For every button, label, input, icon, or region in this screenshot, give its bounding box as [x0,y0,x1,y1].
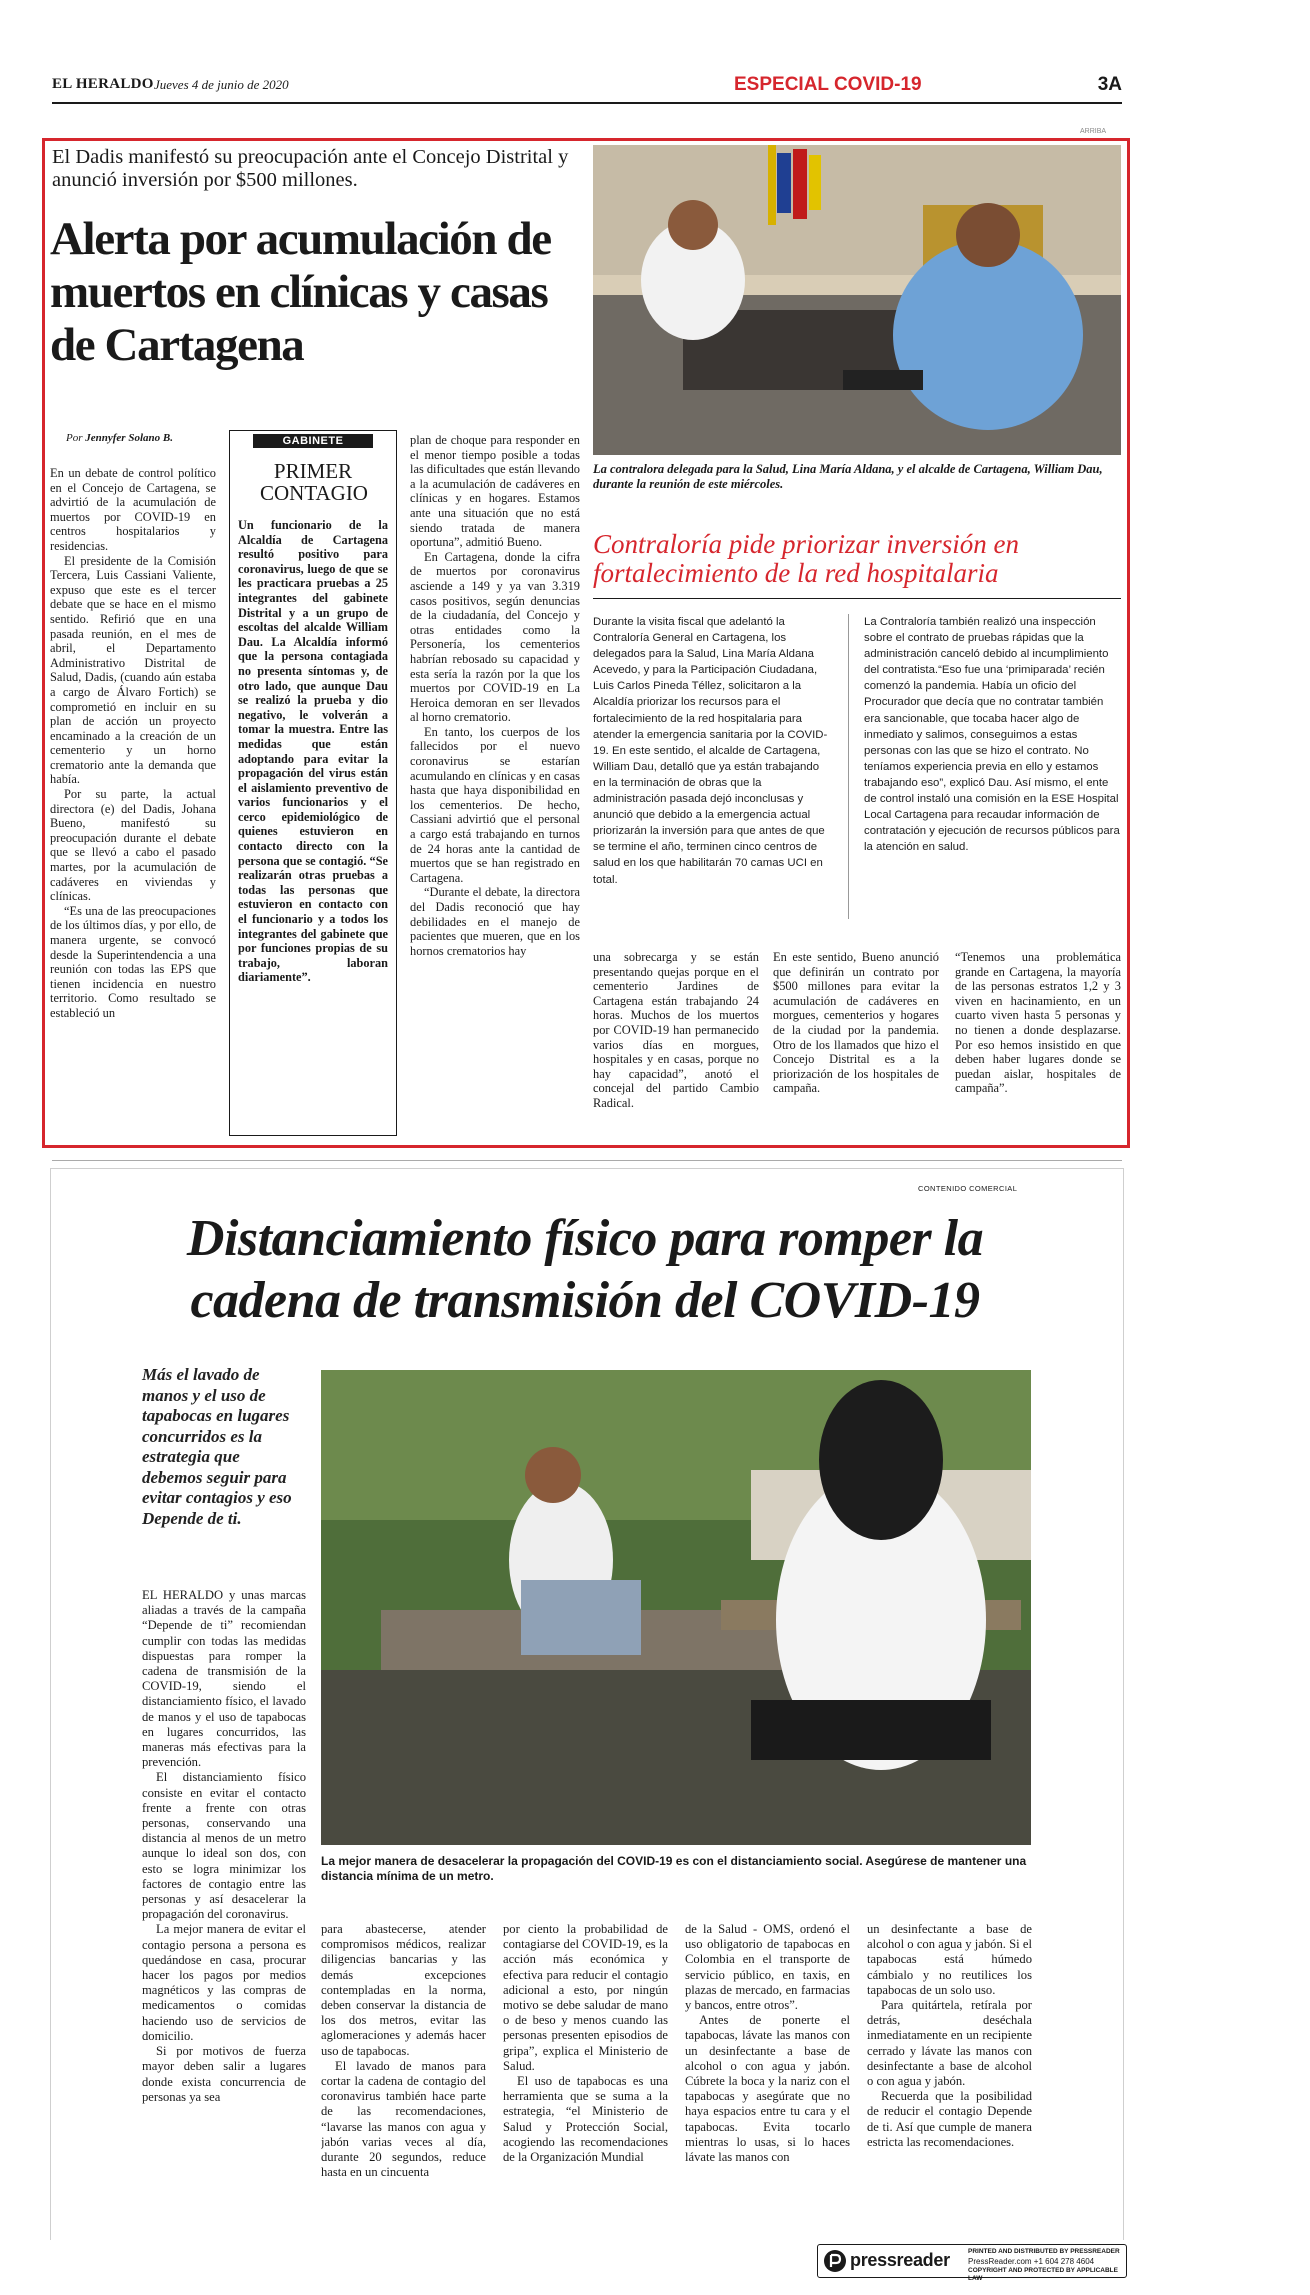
sidebar-title: PRIMER CONTAGIO [260,459,368,505]
commercial-column-5 [867,1922,1032,2236]
photo-caption: La mejor manera de desacelerar la propagación del COVID-19 es con el distanciamiento social. Asegúrese de mantener una distancia mínima de un metro. [321,1854,1027,1883]
article-column-1 [50,466,216,1136]
paragraph: En un debate de control político en el Concejo de Cartagena, se advirtió de la acumulación de muertos por COVID-19 en centros hospitalarios y residencias. [50,466,216,553]
commercial-column-2 [321,1922,486,2236]
sub-headline-rule [593,598,1121,599]
paragraph: Recuerda que la posibilidad de reducir el contagio Depende de ti. Así que cumple de manera estricta las recomendaciones. [867,2089,1032,2149]
pressreader-logo-icon [824,2250,846,2272]
article-column-5: En este sentido, Bueno anunció que definirán un contrato por $500 millones para evitar la acumulación de cadáveres en morgues, cementerios y hogares de la ciudad por la pandemia. Otro de los llamados que hizo el Concejo Distrital es a la priorización de los hospitales de campaña. [773,950,939,1096]
paragraph: plan de choque para responder en el menor tiempo posible a todas las dificultades que están llevando a la acumulación de cadáveres en clínicas y en hogares. Estamos ante una situación que no está siendo tratada de manera oportuna”, admitió Bueno. [410,433,580,550]
paragraph: Para quitártela, retírala por detrás, deséchala inmediatamente en un recipiente cerrado y lávate las manos con desinfectante a base de alcohol o con agua y jabón. [867,1998,1032,2089]
paragraph: El uso de tapabocas es una herramienta que se suma a la estrategia, “el Ministerio de Salud y Protección Social, acogiendo las recomendaciones de la Organización Mundial [503,2074,668,2165]
paragraph: un desinfectante a base de alcohol o con agua y jabón. Si el tapabocas está húmedo cámbialo y no reutilices los tapabocas de un solo uso. [867,1922,1032,1997]
sidebar-text: Un funcionario de la Alcaldía de Cartagena resultó positivo para coronavirus, luego de que se les practicara pruebas a 25 integrantes del gabinete Distrital y a un grupo de escoltas del alcalde William Dau. La Alcaldía informó que la persona contagiada no presenta síntomas y, de otro lado, que aunque Dau se realizó la prueba y dio negativo, le volverán a tomar la muestra. Entre las medidas que están adoptando para evitar la propagación del virus están el aislamiento preventivo de varios funcionarios y el cerco epidemiológico de quienes estuvieron en contacto directo con la persona que se contagió. “Se realizarán otras pruebas a todas las personas que estuvieron en contacto con el funcionario y a todos los integrantes del gabinete que por funciones propias de su trabajo, laboran diariamente”. [238,518,388,985]
paragraph: por ciento la probabilidad de contagiarse del COVID-19, es la acción más económica y efectiva para reducir el contagio adicional a esto, por ningún motivo se debe saludar de mano o de beso y menos cuando las personas presenten episodios de gripa”, explica el Ministerio de Salud. [503,1922,668,2073]
section-title: ESPECIAL COVID-19 [734,74,922,95]
separator-rule [52,1160,1122,1161]
paragraph: La mejor manera de evitar el contagio persona a persona es quedándose en casa, procurar hacer los pagos por medios magnéticos y las compras de medicamentos o comidas haciendo uso de servicios de domicilio. [142,1922,306,2043]
pressreader-line-3: COPYRIGHT AND PROTECTED BY APPLICABLE LAW [968,2266,1118,2282]
paragraph: para abastecerse, atender compromisos médicos, realizar diligencias bancarias y las demás excepciones contempladas en la norma, deben conservar la distancia de los dos metros, evitar las aglomeraciones y además hacer uso de tapabocas. [321,1922,486,2058]
commercial-column-1 [142,1588,306,2236]
paper-name: EL HERALDO [52,76,154,92]
paragraph: En tanto, los cuerpos de los fallecidos por el nuevo coronavirus se estarían acumulando en clínicas y en casas hasta que haya disponibilidad en los cementerios. De hecho, Cassiani advirtió que el personal a cargo está trabajando en turnos de 24 horas ante la cantidad de muertos que se han registrado en Cartagena. [410,724,580,885]
sub-headline: Contraloría pide priorizar inversión en fortalecimiento de la red hospitalaria [593,529,1020,588]
pressreader-brand: pressreader [850,2250,950,2270]
commercial-tag: CONTENIDO COMERCIAL [918,1184,1018,1193]
commercial-column-4 [685,1922,850,2236]
article-column-3 [410,433,580,1137]
article-headline: Alerta por acumulación de muertos en clínicas y casas de Cartagena [50,213,551,371]
sidebar-box [229,430,397,1136]
paragraph: Por su parte, la actual directora (e) del Dadis, Johana Bueno, manifestó su preocupación durante el debate que se llevó a cabo el pasado martes, por la acumulación de cadáveres en viviendas y clínicas. [50,787,216,904]
photo-caption: La contralora delegada para la Salud, Lina María Aldana, y el alcalde de Cartagena, William Dau, durante la reunión de este miércoles. [593,462,1103,491]
page-number: 3A [1097,74,1122,95]
commercial-intro: Más el lavado de manos y el uso de tapabocas en lugares concurridos es la estrategia que debemos seguir para evitar contagios y eso Depende de ti. [142,1365,292,1528]
commercial-column-3 [503,1922,668,2236]
distancing-photo [321,1370,1031,1845]
paragraph: “Durante el debate, la directora del Dadis reconoció que hay debilidades en el manejo de pacientes que mueren, que en los hornos crematorios hay [410,885,580,958]
meeting-photo [593,145,1121,455]
pressreader-meta [968,2248,1124,2284]
sub-column-2: La Contraloría también realizó una inspección sobre el contrato de pruebas rápidas que la administración canceló debido al incumplimiento del contratista.“Eso fue una ‘primiparada’ recién comenzó la pandemia. Había un oficio del Procurador que decía que no contratar también era sancionable, que tocaba hacer algo de inmediato y salimos, conseguimos a estas personas con las que se hizo el contrato. No teníamos experiencia previa en ello y estamos trabajando eso”, explicó Dau. Así mismo, el ente de control instaló una comisión en la ESE Hospital Local Cartagena para recaudar información de contratación y ejecución de recursos públicos para la atención en salud. [864,616,1120,854]
paragraph: Si por motivos de fuerza mayor deben salir a lugares donde exista concurrencia de personas ya sea [142,2044,306,2104]
pressreader-footer[interactable] [817,2244,1127,2282]
pressreader-line-2: PressReader.com +1 604 278 4604 [968,2256,1095,2266]
paragraph: El distanciamiento físico consiste en evitar el contacto frente a frente con otras personas, conservando una distancia al menos de un metro aunque lo ideal son dos, con esto se logra minimizar los factores de contagio entre las personas y así desacelerar la propagación del coronavirus. [142,1770,306,1922]
byline [66,432,173,444]
byline-prefix: Por [66,432,83,444]
paragraph: En Cartagena, donde la cifra de muertos por coronavirus asciende a 149 y ya van 3.319 casos positivos, según denuncias de la ciudadanía, del Concejo y otras entidades como la Personería, los cementerios habrían rebosado su capacidad y esta sería la razón por la que los muertos por COVID-19 en La Heroica demoran en ser llevados al horno crematorio. [410,549,580,725]
paragraph: EL HERALDO y unas marcas aliadas a través de la campaña “Depende de ti” recomiendan cumplir con todas las medidas dispuestas para romper la cadena de transmisión de la COVID-19, siendo el distanciamiento físico, el lavado de manos y el uso de tapabocas en lugares concurridos, las maneras más efectivas para la prevención. [142,1588,306,1770]
corner-tag: ARRIBA [1080,128,1107,135]
header-rule [52,102,1122,104]
paragraph: “Es una de las preocupaciones de los últimos días, y por ello, de manera urgente, se convocó desde la Superintendencia a una reunión con todas las EPS que tienen incidencia en nuestro territorio. Como resultado se estableció un [50,903,216,1020]
paragraph: Antes de ponerte el tapabocas, lávate las manos con un desinfectante a base de alcohol o con agua y jabón. Cúbrete la boca y la nariz con el tapabocas y asegúrate que no haya espacios entre tu cara y el tapabocas. Evita tocarlo mientras lo usas, si lo haces lávate las manos con [685,2013,850,2165]
byline-name: Jennyfer Solano B. [85,432,173,444]
paragraph: El lavado de manos para cortar la cadena de contagio del coronavirus también hace parte de las recomendaciones, “lavarse las manos con agua y jabón varias veces al día, durante 20 segundos, reduce hasta en un cincuenta [321,2058,486,2180]
issue-date: Jueves 4 de junio de 2020 [154,77,289,92]
page-header [52,74,1122,100]
article-column-4: una sobrecarga y se están presentando quejas porque en el cementerio Jardines de Cartagena están trabajando 24 horas. Muchos de los muertos por COVID-19 han permanecido varios días en morgues, hospitales y en casas, porque no hay capacidad”, anotó el concejal del partido Cambio Radical. [593,950,759,1110]
article-kicker: El Dadis manifestó su preocupación ante el Concejo Distrital y anunció inversión por $500 millones. [52,146,569,191]
paragraph: El presidente de la Comisión Tercera, Luis Cassiani Valiente, expuso que este es el tercer debate que se hace en el mismo sentido. Refirió que en una pasada reunión, en el mes de abril, el Departamento Administrativo Distrital de Salud, Dadis, (cuando aún estaba a cargo de Álvaro Fortich) se comprometió en incluir en su plan de acción un proyecto encaminado a la creación de un cementerio y un horno crematorio ante la demanda que había. [50,553,216,787]
commercial-headline: Distanciamiento físico para romper la cadena de transmisión del COVID-19 [186,1210,984,1329]
sub-column-1: Durante la visita fiscal que adelantó la Contraloría General en Cartagena, los delegados para la Salud, Lina María Aldana Acevedo, y para la Participación Ciudadana, Luis Carlos Pineda Téllez, solicitaron a la Alcaldía priorizar los recursos para el fortalecimiento de la red hospitalaria para atender la emergencia sanitaria por la COVID-19. En este sentido, el alcalde de Cartagena, William Dau, detalló que ya están trabajando en la terminación de obras que la administración pasada dejó inconclusas y anunció que debido a la emergencia actual priorizarán la inversión para que antes de que se termine el año, terminen cinco centros de salud en los que habilitarán 70 camas UCI en total. [593,616,828,886]
sub-column-divider [848,614,849,919]
paragraph: de la Salud - OMS, ordenó el uso obligatorio de tapabocas en Colombia en el transporte de servicio público, en taxis, en plazas de mercado, en farmacias y bancos, entre otros”. [685,1922,850,2013]
article-column-6: “Tenemos una problemática grande en Cartagena, la mayoría de las personas estratos 1,2 y 3 viven en hacinamiento, en un cuarto viven hasta 5 personas y no tienen a donde desplazarse. Por eso hemos insistido en que deben haber lugares donde se puedan aislar, hospitales de campaña”. [955,950,1121,1096]
sidebar-label: GABINETE [253,434,373,448]
pressreader-line-1: PRINTED AND DISTRIBUTED BY PRESSREADER [968,2248,1120,2255]
